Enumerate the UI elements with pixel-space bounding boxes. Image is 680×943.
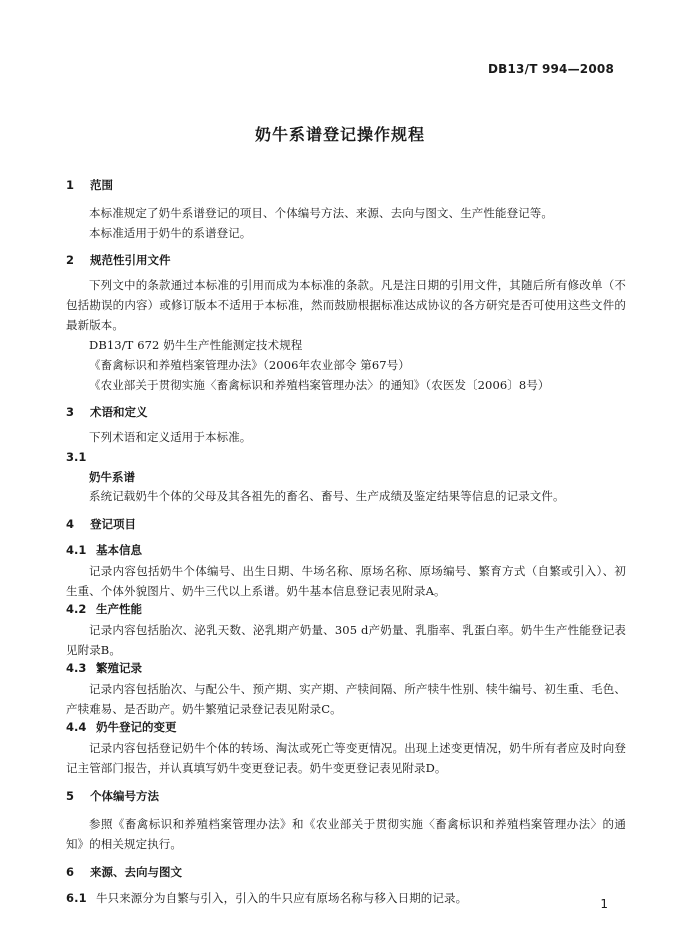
paragraph: 参照《畜禽标识和养殖档案管理办法》和《农业部关于贯彻实施〈畜禽标识和养殖档案管理办法〉的通知》的相关规定执行。 [66, 817, 626, 851]
subsection-4-4-heading [66, 719, 626, 735]
section-title: 来源、去向与图文 [90, 865, 182, 879]
subsection-title: 基本信息 [96, 543, 142, 557]
section-2-heading [66, 252, 626, 268]
section-title: 规范性引用文件 [90, 253, 171, 267]
document-title: 奶牛系谱登记操作规程 [254, 125, 425, 144]
paragraph: 记录内容包括胎次、泌乳天数、泌乳期产奶量、305 d产奶量、乳脂率、乳蛋白率。奶牛生产性能登记表见附录B。 [66, 623, 626, 657]
section-4-heading [66, 516, 626, 532]
page-number: 1 [600, 897, 608, 911]
paragraph [66, 888, 626, 908]
paragraph: 下列术语和定义适用于本标准。 [89, 430, 252, 444]
paragraph: 记录内容包括登记奶牛个体的转场、淘汰或死亡等变更情况。出现上述变更情况，奶牛所有者应及时向登记主管部门报告，并认真填写奶牛变更登记表。奶牛变更登记表见附录D。 [66, 741, 626, 775]
subsection-4-1-heading [66, 542, 626, 558]
reference-item: DB13/T 672 奶牛生产性能测定技术规程 [89, 338, 303, 352]
subsection-4-3-heading [66, 660, 626, 676]
paragraph: 本标准规定了奶牛系谱登记的项目、个体编号方法、来源、去向与图文、生产性能登记等。 [89, 206, 553, 220]
paragraph: 本标准适用于奶牛的系谱登记。 [89, 226, 252, 240]
subsection-number: 4.4 [66, 720, 87, 734]
section-number: 5 [66, 789, 75, 803]
section-title: 范围 [90, 178, 113, 192]
section-title: 登记项目 [90, 517, 136, 531]
section-title: 个体编号方法 [90, 789, 159, 803]
paragraph: 记录内容包括奶牛个体编号、出生日期、牛场名称、原场名称、原场编号、繁育方式（自繁或引入）、初生重、个体外貌图片、奶牛三代以上系谱。奶牛基本信息登记表见附录A。 [66, 564, 626, 598]
subsection-4-2-heading [66, 601, 626, 617]
subsection-number: 4.3 [66, 661, 87, 675]
section-1-heading [66, 177, 626, 193]
term-name: 奶牛系谱 [89, 470, 135, 484]
document-id: DB13/T 994—2008 [488, 62, 614, 76]
document-body [66, 177, 626, 908]
subsection-number: 4.2 [66, 602, 87, 616]
section-3-heading [66, 404, 626, 420]
reference-item: 《畜禽标识和养殖档案管理办法》（2006年农业部令 第67号） [89, 358, 410, 372]
subsection-title: 繁殖记录 [96, 661, 142, 675]
section-5-heading [66, 788, 626, 804]
section-6-heading [66, 864, 626, 880]
reference-item: 《农业部关于贯彻实施〈畜禽标识和养殖档案管理办法〉的通知》（农医发〔2006〕8号） [89, 378, 550, 392]
section-title: 术语和定义 [90, 405, 148, 419]
section-number: 1 [66, 178, 75, 192]
subsection-number: 4.1 [66, 543, 87, 557]
section-number: 3 [66, 405, 75, 419]
paragraph: 记录内容包括胎次、与配公牛、预产期、实产期、产犊间隔、所产犊牛性别、犊牛编号、初生重、毛色、产犊难易、是否助产。奶牛繁殖记录登记表见附录C。 [66, 682, 626, 716]
subsection-text: 牛只来源分为自繁与引入，引入的牛只应有原场名称与移入日期的记录。 [96, 891, 468, 905]
paragraph: 下列文中的条款通过本标准的引用而成为本标准的条款。凡是注日期的引用文件，其随后所有修改单（不包括勘误的内容）或修订版本不适用于本标准，然而鼓励根据标准达成协议的各方研究是否可使用这些文件的最新版本。 [66, 278, 626, 332]
term-definition: 系统记载奶牛个体的父母及其各祖先的畜名、畜号、生产成绩及鉴定结果等信息的记录文件。 [89, 489, 565, 503]
subsection-title: 生产性能 [96, 602, 142, 616]
section-number: 4 [66, 517, 75, 531]
section-number: 2 [66, 253, 75, 267]
subsection-number: 6.1 [66, 891, 87, 905]
section-number: 6 [66, 865, 75, 879]
subsection-title: 奶牛登记的变更 [96, 720, 177, 734]
subsection-number: 3.1 [66, 450, 87, 464]
